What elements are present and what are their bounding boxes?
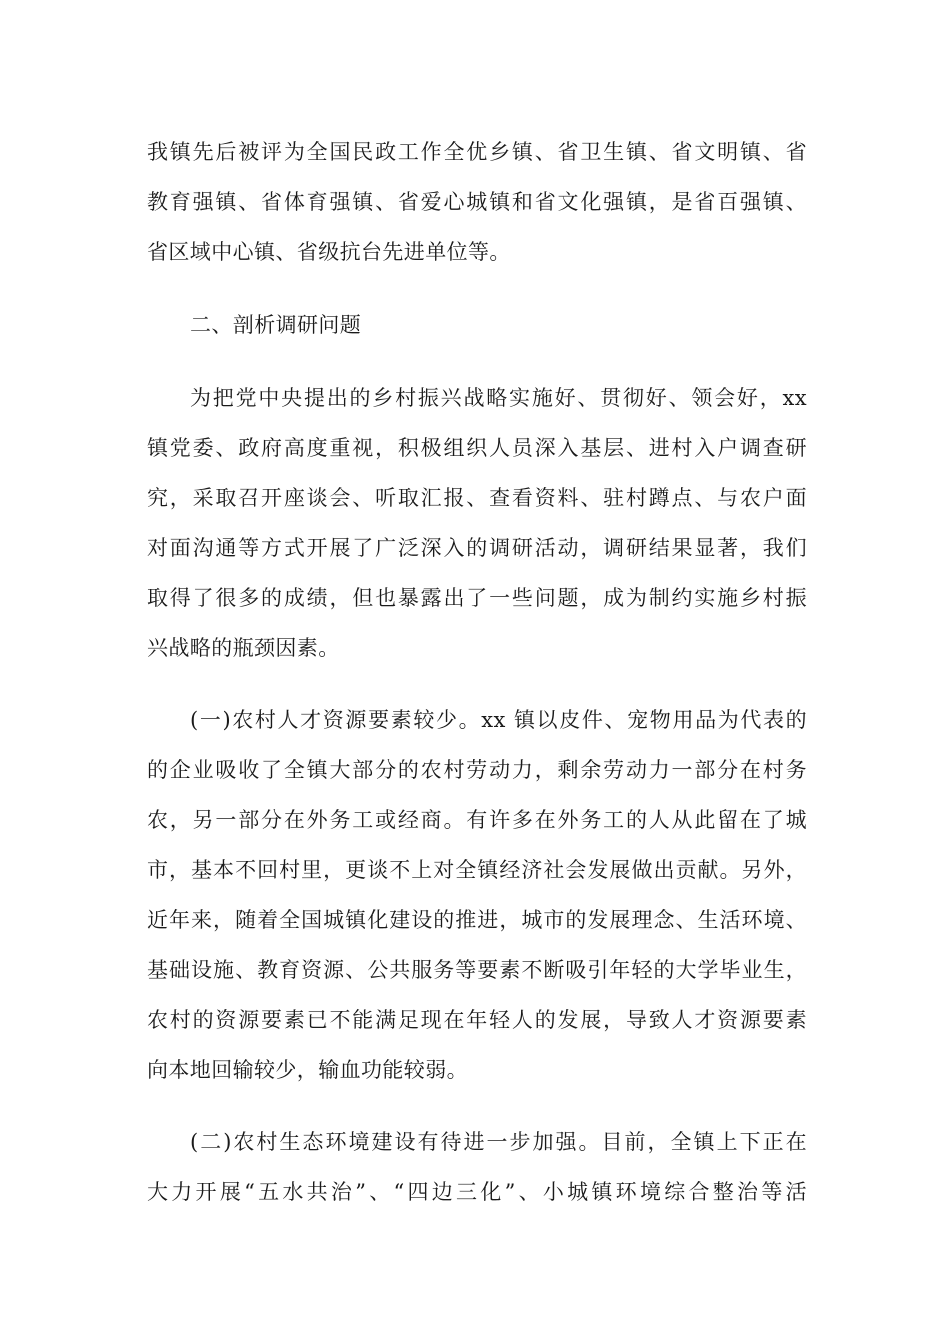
paragraph-1-line-2: 教育强镇、省体育强镇、省爱心城镇和省文化强镇，是省百强镇、 (147, 190, 807, 214)
paragraph-4-line-2: 大力开展“五水共治”、“四边三化”、小城镇环境综合整治等活 (147, 1180, 807, 1204)
paragraph-2-line-1: 为把党中央提出的乡村振兴战略实施好、贯彻好、领会好，xx (190, 386, 807, 410)
section-heading: 二、剖析调研问题 (190, 313, 362, 337)
paragraph-3-line-3: 农，另一部分在外务工或经商。有许多在外务工的人从此留在了城 (147, 808, 807, 832)
paragraph-2-line-6: 兴战略的瓶颈因素。 (147, 636, 340, 660)
paragraph-4-line-1: (二)农村生态环境建设有待进一步加强。目前，全镇上下正在 (190, 1130, 807, 1154)
paragraph-2-line-4: 对面沟通等方式开展了广泛深入的调研活动，调研结果显著，我们 (147, 536, 807, 560)
paragraph-2-line-5: 取得了很多的成绩，但也暴露出了一些问题，成为制约实施乡村振 (147, 586, 807, 610)
paragraph-3-line-6: 基础设施、教育资源、公共服务等要素不断吸引年轻的大学毕业生， (147, 958, 807, 982)
paragraph-1-line-3: 省区域中心镇、省级抗台先进单位等。 (147, 240, 511, 264)
paragraph-3-line-4: 市，基本不回村里，更谈不上对全镇经济社会发展做出贡献。另外， (147, 858, 807, 882)
paragraph-3-line-1: (一)农村人才资源要素较少。xx 镇以皮件、宠物用品为代表的 (190, 708, 807, 732)
paragraph-3-line-7: 农村的资源要素已不能满足现在年轻人的发展，导致人才资源要素 (147, 1008, 807, 1032)
paragraph-2-line-2: 镇党委、政府高度重视，积极组织人员深入基层、进村入户调查研 (147, 436, 807, 460)
paragraph-3-line-8: 向本地回输较少，输血功能较弱。 (147, 1058, 468, 1082)
paragraph-1-line-1: 我镇先后被评为全国民政工作全优乡镇、省卫生镇、省文明镇、省 (147, 140, 807, 164)
paragraph-3-line-2: 的企业吸收了全镇大部分的农村劳动力，剩余劳动力一部分在村务 (147, 758, 807, 782)
paragraph-2-line-3: 究，采取召开座谈会、听取汇报、查看资料、驻村蹲点、与农户面 (147, 486, 807, 510)
paragraph-3-line-5: 近年来，随着全国城镇化建设的推进，城市的发展理念、生活环境、 (147, 908, 807, 932)
